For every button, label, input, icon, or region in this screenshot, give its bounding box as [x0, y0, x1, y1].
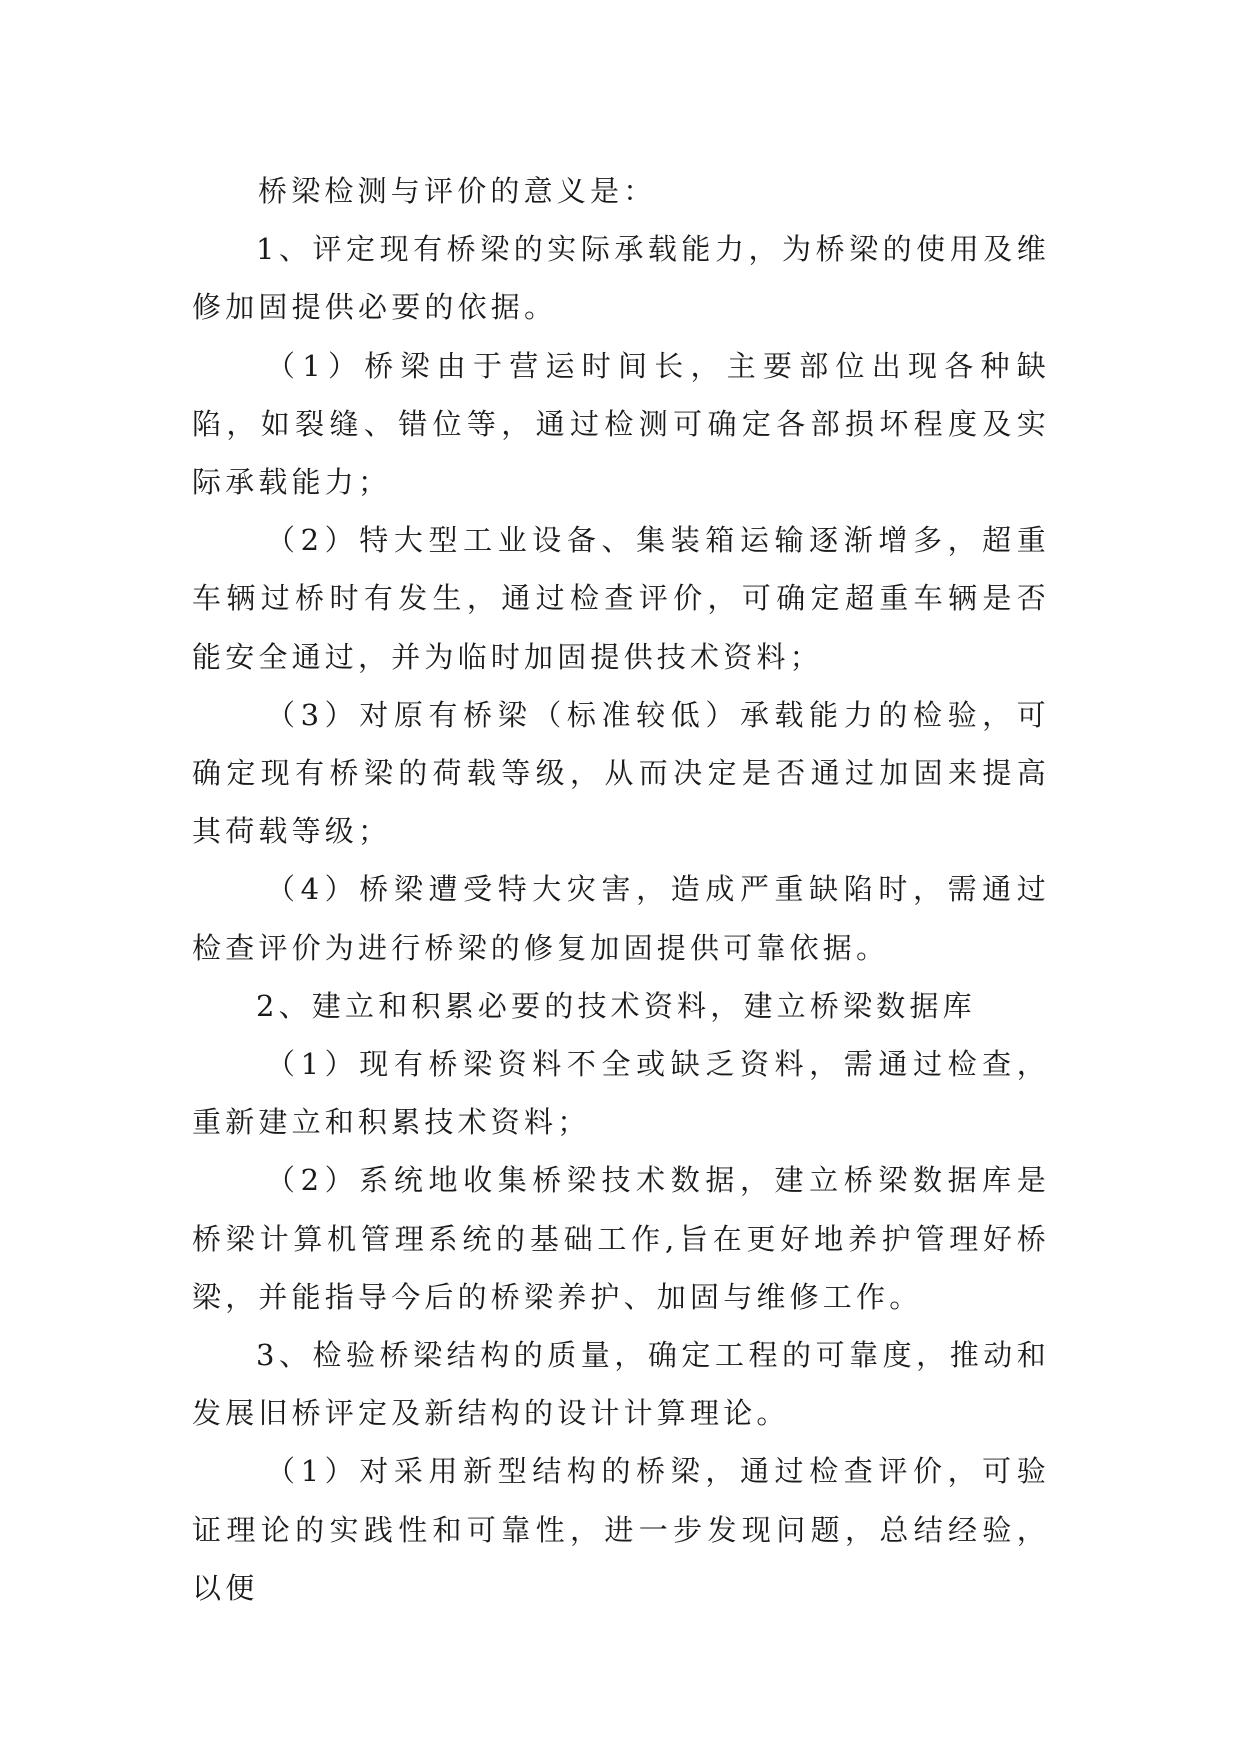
- section-1-item-4: （4）桥梁遭受特大灾害，造成严重缺陷时，需通过检查评价为进行桥梁的修复加固提供可靠依据。: [192, 872, 1050, 965]
- section-2-item-2: （2）系统地收集桥梁技术数据，建立桥梁数据库是桥梁计算机管理系统的基础工作,旨在更好地养护管理好桥梁，并能指导今后的桥梁养护、加固与维修工作。: [192, 1163, 1050, 1314]
- section-1-paragraph: 1、评定现有桥梁的实际承载能力，为桥梁的使用及维修加固提供必要的依据。: [192, 232, 1050, 325]
- section-2-item-1: （1）现有桥梁资料不全或缺乏资料，需通过检查，重新建立和积累技术资料；: [192, 1047, 1050, 1140]
- section-3-paragraph: 3、检验桥梁结构的质量，确定工程的可靠度，推动和发展旧桥评定及新结构的设计计算理论。: [192, 1338, 1050, 1431]
- section-3-item-1: （1）对采用新型结构的桥梁，通过检查评价，可验证理论的实践性和可靠性，进一步发现问题，总结经验，以便: [192, 1454, 1050, 1605]
- section-2-paragraph: 2、建立和积累必要的技术资料，建立桥梁数据库: [256, 988, 976, 1023]
- section-1-item-1: （1）桥梁由于营运时间长，主要部位出现各种缺陷，如裂缝、错位等，通过检测可确定各部损坏程度及实际承载能力；: [192, 348, 1050, 500]
- section-1-item-2: （2）特大型工业设备、集装箱运输逐渐增多，超重车辆过桥时有发生，通过检查评价，可确定超重车辆是否能安全通过，并为临时加固提供技术资料；: [192, 523, 1050, 674]
- document-body: [192, 162, 1050, 1617]
- intro-paragraph: 桥梁检测与评价的意义是：: [258, 174, 657, 208]
- section-1-item-3: （3）对原有桥梁（标准较低）承载能力的检验，可确定现有桥梁的荷载等级，从而决定是否通过加固来提高其荷载等级；: [192, 697, 1050, 849]
